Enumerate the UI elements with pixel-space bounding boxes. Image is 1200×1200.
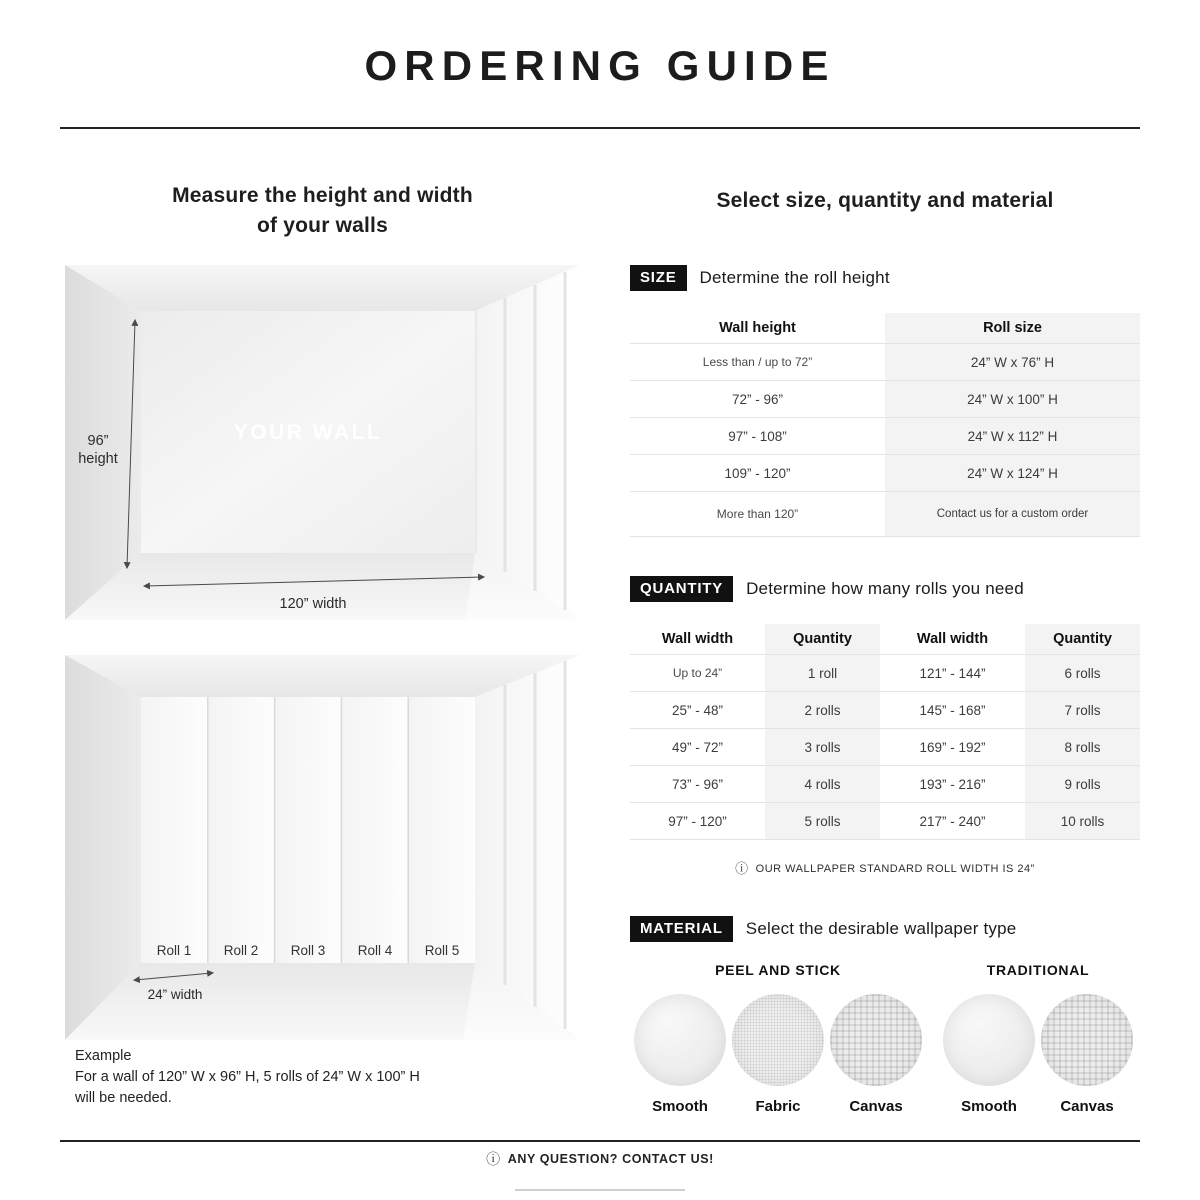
swatch-smooth [634, 994, 726, 1115]
wallpaper-roll-panel [275, 697, 342, 963]
roll-label: Roll 3 [290, 943, 326, 958]
canvas-texture-swatch [1041, 994, 1133, 1086]
quantity-value: 3 rolls [765, 729, 880, 765]
select-heading: Select size, quantity and material [716, 189, 1054, 212]
table-row [630, 492, 1140, 537]
quantity-value: 4 rolls [765, 766, 880, 802]
peel-and-stick-group [630, 962, 926, 1115]
room2-svg [65, 655, 580, 1040]
measure-heading-line1: Measure the height and width [172, 184, 473, 207]
bottom-bar [515, 1189, 685, 1191]
quantity-value: 6 rolls [1025, 655, 1140, 691]
quantity-value: 7 rolls [1025, 692, 1140, 728]
footer-contact [0, 1152, 1200, 1166]
note-text: OUR WALLPAPER STANDARD ROLL WIDTH IS 24” [755, 862, 1035, 875]
size-section-head [630, 265, 1140, 291]
wall-width-value: 97” - 120” [668, 813, 727, 829]
wall-height-value: 72” - 96” [731, 391, 784, 407]
material-section [630, 916, 1140, 1115]
swatch-fabric [732, 994, 824, 1115]
quantity-subtitle: Determine how many rolls you need [746, 579, 1024, 598]
quantity-section [630, 576, 1140, 875]
wall-width-value: Up to 24” [672, 666, 723, 680]
table-row [630, 418, 1140, 455]
info-icon: ⓘ [486, 1151, 501, 1167]
roll-height-table [630, 313, 1140, 537]
table-row [630, 803, 1140, 840]
footer-divider [60, 1140, 1140, 1142]
size-badge: SIZE [630, 265, 687, 291]
height-dimension-value: 96” [87, 433, 109, 449]
roll-label: Roll 5 [424, 943, 460, 958]
wall-width-value: 169” - 192” [919, 739, 986, 755]
custom-order-note: Contact us for a custom order [936, 507, 1089, 520]
wallpaper-roll-panel [408, 697, 475, 963]
group-title: TRADITIONAL [986, 962, 1090, 978]
swatch-label: Canvas [849, 1098, 903, 1115]
wall-height-value: Less than / up to 72” [702, 355, 813, 369]
table-row [630, 381, 1140, 418]
roll-size-value: 24” W x 76” H [885, 344, 1140, 380]
wall-width-value: 193” - 216” [919, 776, 986, 792]
wall-height-value: 109” - 120” [724, 465, 791, 481]
width-dimension-label: 120” width [279, 596, 347, 612]
quantity-value: 10 rolls [1025, 803, 1140, 839]
roll-label: Roll 1 [156, 943, 192, 958]
table-row [630, 729, 1140, 766]
table-row [630, 455, 1140, 492]
material-groups [630, 962, 1140, 1115]
table-row [630, 655, 1140, 692]
table-header-row [630, 313, 1140, 344]
room-illustration-measure [65, 265, 580, 620]
swatch-label: Smooth [961, 1098, 1017, 1115]
measure-heading [65, 181, 580, 242]
material-badge: MATERIAL [630, 916, 733, 942]
example-line2: will be needed. [75, 1090, 172, 1107]
wallpaper-roll-panel [141, 697, 208, 963]
wallpaper-roll-panel [341, 697, 408, 963]
roll-size-value: 24” W x 124” H [885, 455, 1140, 491]
material-section-head [630, 916, 1140, 942]
rolls-quantity-table [630, 624, 1140, 840]
swatch-canvas [1041, 994, 1133, 1115]
column-header-wall-width: Wall width [661, 631, 734, 647]
swatch-label: Canvas [1060, 1098, 1114, 1115]
roll-size-value: 24” W x 100” H [885, 381, 1140, 417]
wall-height-value: More than 120” [716, 507, 799, 521]
table-header-row [630, 624, 1140, 655]
material-subtitle: Select the desirable wallpaper type [745, 919, 1017, 938]
swatch-label: Smooth [652, 1098, 708, 1115]
quantity-badge: QUANTITY [630, 576, 733, 602]
wallpaper-roll-panel [208, 697, 275, 963]
table-row [630, 692, 1140, 729]
column-header-roll-size: Roll size [885, 313, 1140, 343]
your-wall-label: YOUR WALL [233, 421, 383, 444]
roll-width-dimension-label: 24” width [147, 987, 203, 1002]
wall-width-value: 217” - 240” [919, 813, 986, 829]
standard-roll-width-note [630, 862, 1140, 875]
header-divider [60, 127, 1140, 129]
wall-width-value: 25” - 48” [671, 702, 724, 718]
table-row [630, 344, 1140, 381]
height-dimension-word: height [78, 451, 118, 467]
table-row [630, 766, 1140, 803]
example-block [75, 1046, 555, 1109]
example-title: Example [75, 1048, 132, 1064]
measure-heading-line2: of your walls [257, 214, 388, 238]
smooth-texture-swatch [943, 994, 1035, 1086]
smooth-texture-swatch [634, 994, 726, 1086]
canvas-texture-swatch [830, 994, 922, 1086]
swatch-smooth [943, 994, 1035, 1115]
roll-label: Roll 4 [357, 943, 393, 958]
column-header-quantity: Quantity [1025, 624, 1140, 654]
roll-label: Roll 2 [223, 943, 259, 958]
swatches-row [936, 994, 1140, 1115]
column-header-wall-height: Wall height [719, 320, 796, 336]
quantity-value: 5 rolls [765, 803, 880, 839]
wall-width-value: 121” - 144” [919, 665, 986, 681]
wall-width-value: 49” - 72” [671, 739, 724, 755]
quantity-value: 9 rolls [1025, 766, 1140, 802]
size-section [630, 265, 1140, 537]
quantity-value: 1 roll [765, 655, 880, 691]
roll-size-value: 24” W x 112” H [885, 418, 1140, 454]
info-icon: ⓘ [735, 861, 749, 876]
column-header-quantity: Quantity [765, 624, 880, 654]
wall-width-value: 145” - 168” [919, 702, 986, 718]
wall-height-value: 97” - 108” [728, 428, 787, 444]
swatches-row [630, 994, 926, 1115]
quantity-value: 2 rolls [765, 692, 880, 728]
roll-size-value [885, 492, 1140, 536]
group-title: PEEL AND STICK [715, 962, 841, 978]
example-line1: For a wall of 120” W x 96” H, 5 rolls of 24” W x 100” H [75, 1069, 420, 1086]
column-header-wall-width: Wall width [916, 631, 989, 647]
room1-svg [65, 265, 580, 620]
swatch-canvas [830, 994, 922, 1115]
wall-width-value: 73” - 96” [671, 776, 724, 792]
quantity-value: 8 rolls [1025, 729, 1140, 765]
traditional-group [936, 962, 1140, 1115]
page-title: ORDERING GUIDE [364, 42, 836, 89]
swatch-label: Fabric [755, 1098, 801, 1115]
fabric-texture-swatch [732, 994, 824, 1086]
footer-text: ANY QUESTION? CONTACT US! [507, 1152, 714, 1166]
size-subtitle: Determine the roll height [699, 268, 890, 287]
quantity-section-head [630, 576, 1140, 602]
room-illustration-rolls [65, 655, 580, 1040]
